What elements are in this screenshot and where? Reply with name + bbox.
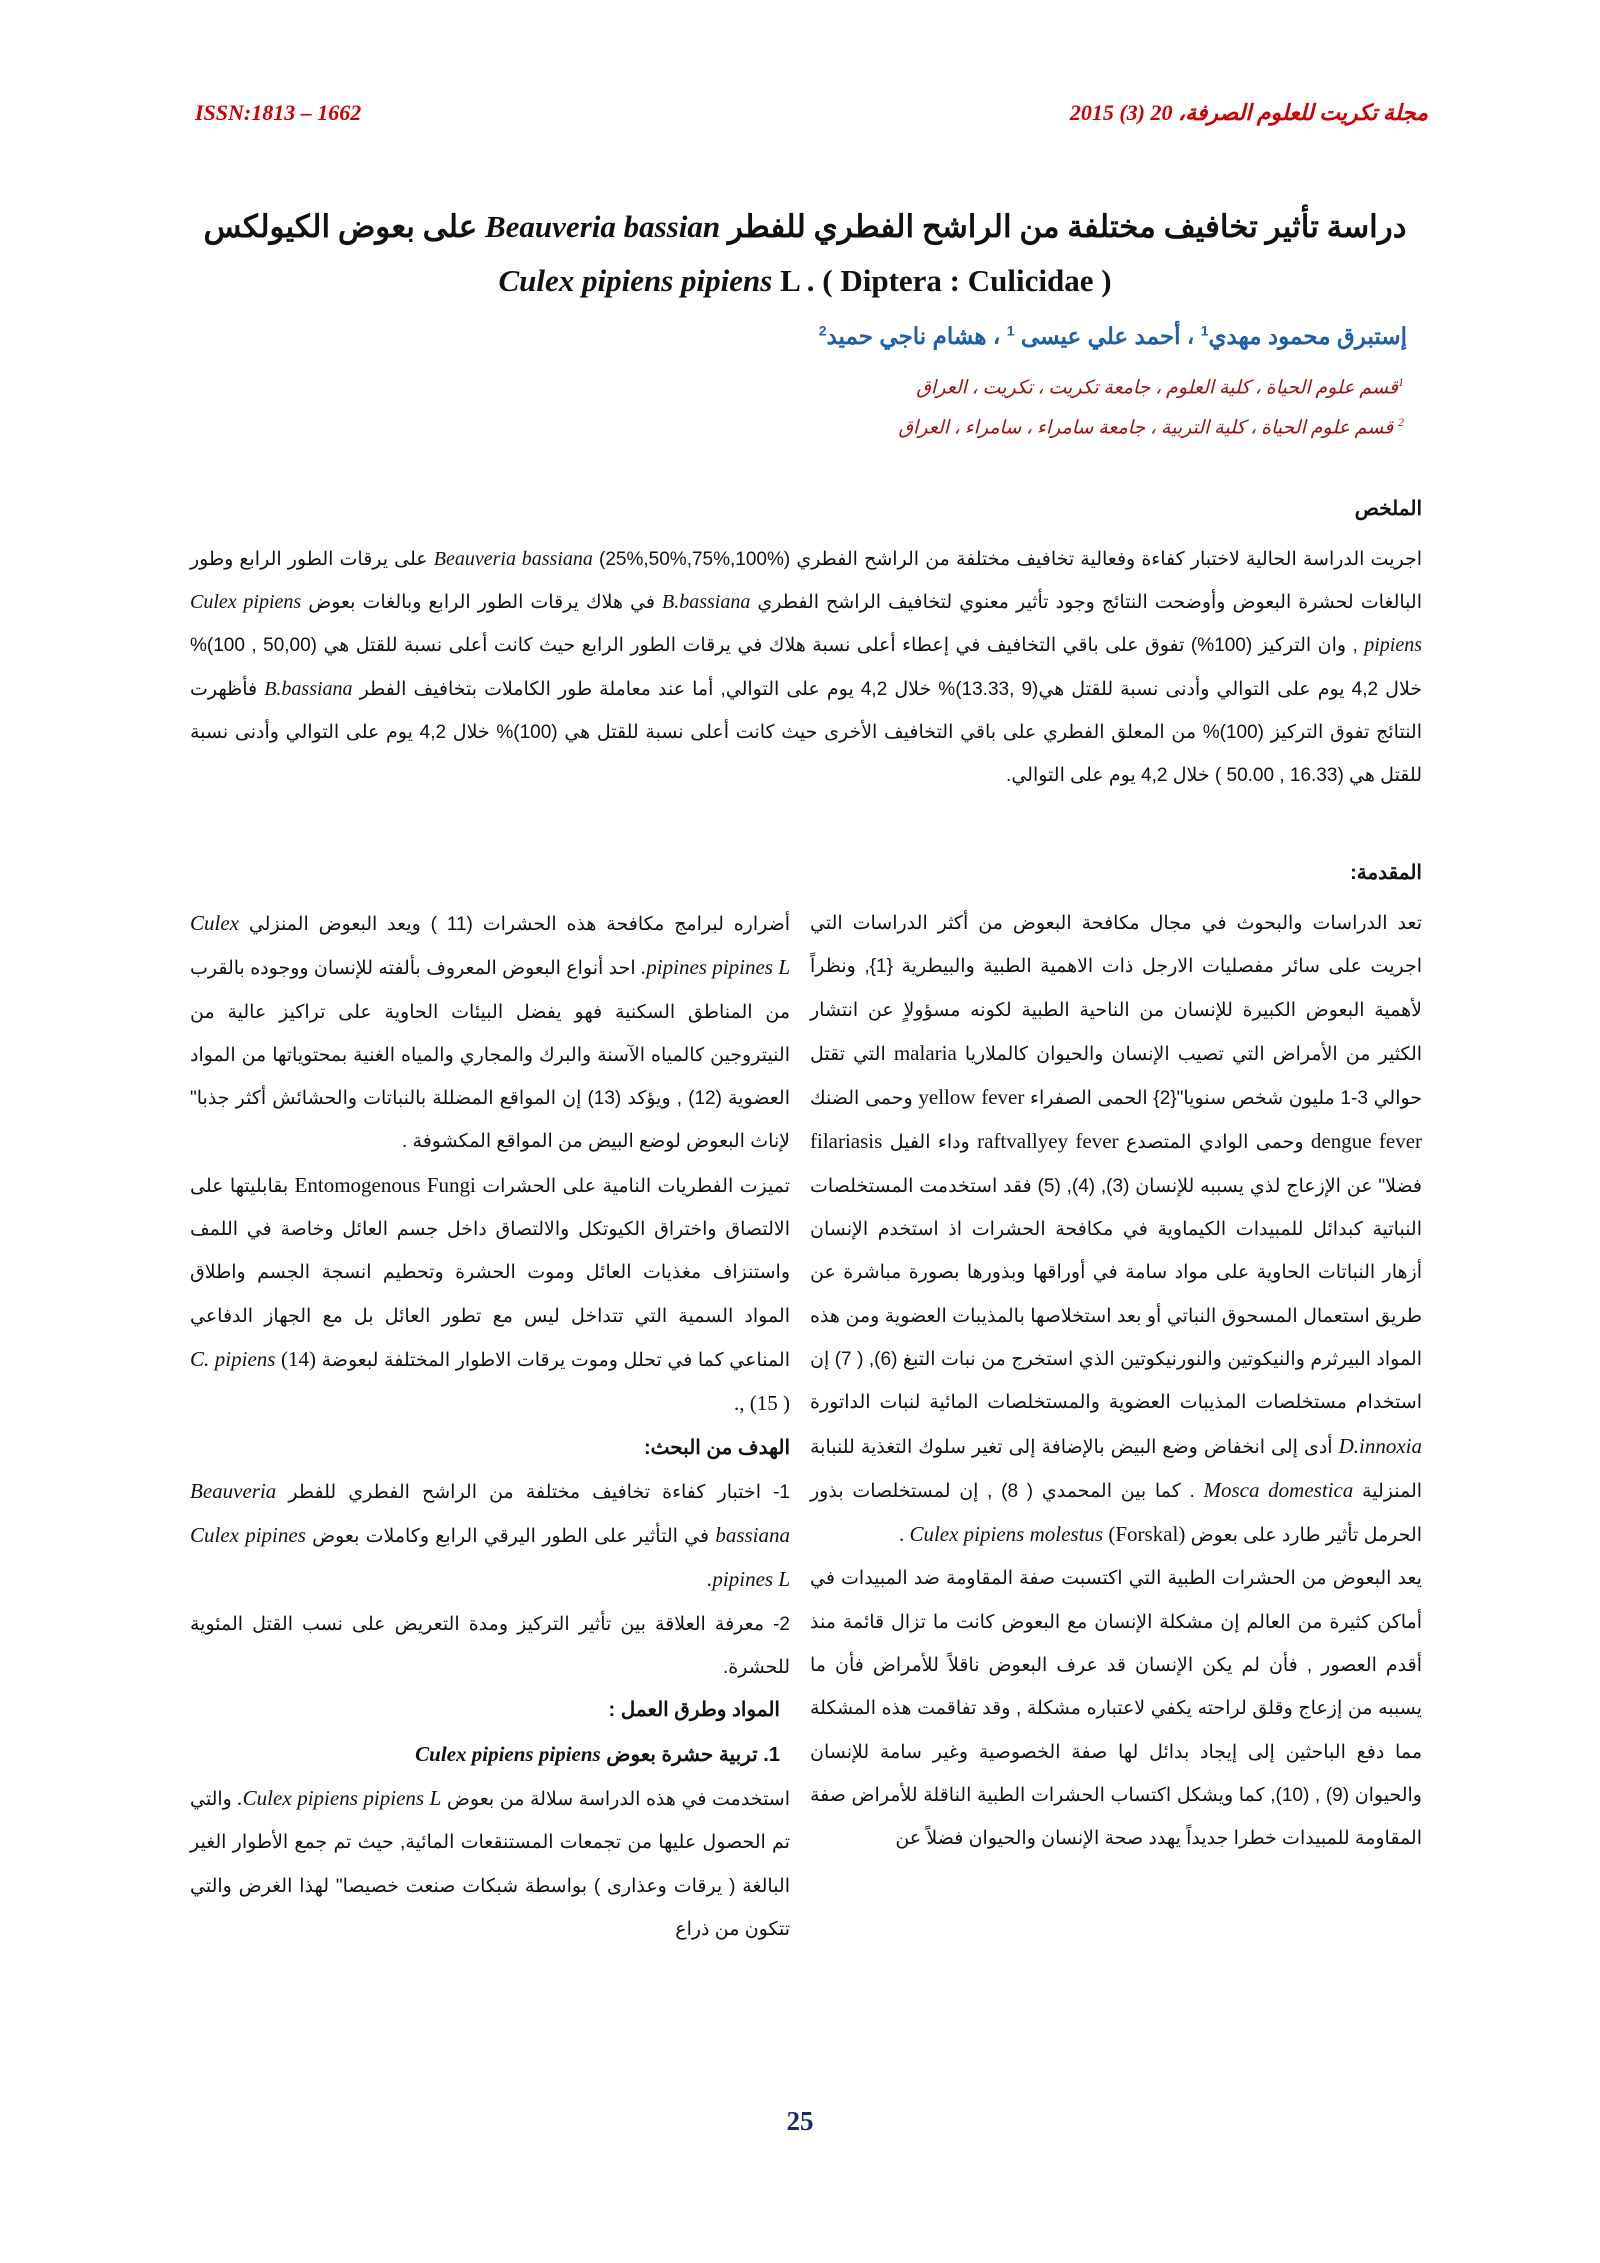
title-species: Beauveria bassian <box>485 209 721 244</box>
intro-paragraph: يعد البعوض من الحشرات الطبية التي اكتسبت صفة المقاومة ضد المبيدات في أماكن كثيرة من العالم إن مشكلة الإنسان مع البعوض كانت ما تزال قائمة منذ أقدم العصور , فأن لم يكن الإنسان قد عرف البعوض ناقلاً للأمراض فأن ما يسببه من إزعاج وقلق لراحته يكفي لاعتباره مشكلة , وقد تفاقمت هذه المشكلة مما دفع الباحثين إلى إيجاد بدائل لها صفة الخصوصية وغير سامة للإنسان والحيوان (9) , (10), كما ويشكل اكتساب الحشرات الطبية الناقلة للأمراض صفة المقاومة للمبيدات خطرا جديداً يهدد صحة الإنسان والحيوان فضلاً عن <box>810 1568 1422 1850</box>
objectives-heading: الهدف من البحث: <box>643 1436 790 1459</box>
intro-paragraph: أضراره لبرامج مكافحة هذه الحشرات (11 ) ويعد البعوض المنزلي Culex pipines pipines L. احد أنواع البعوض المعروف بألفته للإنسان ووجوده بالقرب من المناطق السكنية فهو يفضل البيئات الحاوية على تراكيز عالية من النيتروجين كالمياه الآسنة والبرك والمجاري والمياه الغنية بمحتوياتها من المواد العضوية (12) , ويؤكد (13) إن المواقع المضللة بالنباتات والحشائش أكثر جذبا" لإناث البعوض لوضع البيض من المواقع المكشوفة . <box>190 911 791 1153</box>
left-column <box>190 902 790 1951</box>
methods-heading: المواد وطرق العمل : <box>608 1699 780 1722</box>
intro-heading: المقدمة: <box>1350 862 1422 884</box>
affiliation: $^2$ قسم علوم الحياة ، كلية التربية ، جامعة سامراء ، سامراء ، العراق <box>898 415 1404 439</box>
title-line-2: Culex pipiens pipiens L . ( Diptera : Culicidae ) <box>498 263 1112 298</box>
author-list: إستبرق محمود مهدي$^1$ ، أحمد علي عيسى $^1$ ، هشام ناجي حميد$^2$ <box>818 322 1407 349</box>
intro-paragraph: تعد الدراسات والبحوث في مجال مكافحة البعوض من أكثر الدراسات التي اجريت على سائر مفصليات الارجل ذات الاهمية الطبية والبيطرية {1}, ونظراً لأهمية البعوض الكبيرة للإنسان من الناحية الطبية لكونه مسؤولاٍ عن انتشار الكثير من الأمراض التي تصيب الإنسان والحيوان كالملاريا malaria التي تقتل حوالي 3-1 مليون شخص سنويا"{2} الحمى الصفراء yellow fever وحمى الضنك dengue fever وحمى الوادي المتصدع raftvallyey fever وداء الفيل filariasis فضلا" عن الإزعاج لذي يسببه للإنسان (3), (4), (5) فقد استخدمت المستخلصات النباتية كبدائل للمبيدات الكيماوية في مكافحة الحشرات اذ استخدم الإنسان أزهار النباتات الحاوية على مواد سامة في أوراقها وبذورها بصورة مباشرة عن طريق استعمال المسحوق النباتي أو بعد استخلاصها بالمذيبات العضوية ومن هذه المواد البيرثرم والنيكوتين والنورنيكوتين الذي استخرج من نبات التبغ (6), ( 7) إن استخدام مستخلصات المذيبات العضوية والمستخلصات المائية لنبات الداتورة D.innoxia أدى إلى انخفاض وضع البيض بالإضافة إلى تغير سلوك التغذية للنبابة المنزلية Mosca domestica . كما بين المحمدي ( 8) , إن لمستخلصات بذور الحرمل تأثير طارد على بعوض Culex pipiens molestus (Forskal) . <box>810 913 1423 1547</box>
objective-item: 2- معرفة العلاقة بين تأثير التركيز ومدة التعريض على نسب القتل المئوية للحشرة. <box>190 1613 790 1679</box>
methods-paragraph: استخدمت في هذه الدراسة سلالة من بعوض Culex pipiens pipiens L. والتي تم الحصول عليها من تجمعات المستنقعات المائية, حيث تم جمع الأطوار الغير البالغة ( يرقات وعذارى ) بواسطة شبكات صنعت خصيصا" لهذا الغرض والتي تتكون من ذراع <box>190 1785 791 1940</box>
right-column <box>810 902 1422 1861</box>
page-header <box>195 100 1428 140</box>
abstract-heading: الملخص <box>1354 498 1422 520</box>
journal-citation: مجلة تكريت للعلوم الصرفة، 20 (3) 2015 <box>1069 100 1428 125</box>
intro-paragraph: تميزت الفطريات النامية على الحشرات Entomogenous Fungi بقابليتها على الالتصاق واختراق الكيوتكل والالتصاق داخل جسم العائل وخاصة في اللمف واستنزاف مغذيات العائل وموت الحشرة وتحطيم انسجة الجسم واطلاق المواد السمية التي تتداخل ليس مع تطور العائل بل مع الجهاز الدفاعي المناعي كما في تحلل وموت يرقات الاطوار المختلفة لبعوضة C. pipiens (14) , (15 ). <box>190 1172 790 1416</box>
affiliation: $^1$قسم علوم الحياة ، كلية العلوم ، جامعة تكريت ، تكريت ، العراق <box>916 375 1404 399</box>
abstract-text: اجريت الدراسة الحالية لاختبار كفاءة وفعالية تخافيف مختلفة من الراشح الفطري Beauveria bassiana (25%,50%,75%,100%) على يرقات الطور الرابع وطور البالغات لحشرة البعوض وأوضحت النتائج وجود تأثير معنوي لتخافيف الراشح الفطري B.bassiana في هلاك يرقات الطور الرابع وبالغات بعوض Culex pipiens pipiens , وان التركيز (100%) تفوق على باقي التخافيف في إعطاء أعلى نسبة هلاك في يرقات الطور الرابع حيث كانت أعلى نسبة للقتل هي (50,00 , 100)% خلال 4,2 يوم على التوالي وأدنى نسبة للقتل هي(9 ,13.33)% خلال 4,2 يوم على التوالي, أما عند معاملة طور الكاملات بتخافيف الفطر B.bassiana فأظهرت النتائج تفوق التركيز (100)% من المعلق الفطري على باقي التخافيف الأخرى حيث كانت أعلى نسبة للقتل هي (100)% خلال 4,2 يوم على التوالي وأدنى نسبة للقتل هي (16.33 , 50.00 ) خلال 4,2 يوم على التوالي. <box>190 548 1423 787</box>
issn: ISSN:1813 – 1662 <box>195 100 362 125</box>
author: أحمد علي عيسى $^1$ <box>1006 322 1181 349</box>
author: هشام ناجي حميد$^2$ <box>818 322 987 349</box>
objective-item: 1- اختبار كفاءة تخافيف مختلفة من الراشح الفطري للفطر Beauveria bassiana في التأثير على الطور اليرقي الرابع وكاملات بعوض Culex pipines pipines L. <box>190 1478 790 1592</box>
page-number: 25 <box>786 2106 814 2136</box>
article-title <box>180 200 1430 308</box>
title-line-1: دراسة تأثير تخافيف مختلفة من الراشح الفطري للفطر Beauveria bassian على بعوض الكيولكس <box>203 209 1407 244</box>
methods-subheading: 1. تربية حشرة بعوض Culex pipiens pipiens <box>415 1741 780 1766</box>
author: إستبرق محمود مهدي$^1$ <box>1200 322 1407 349</box>
